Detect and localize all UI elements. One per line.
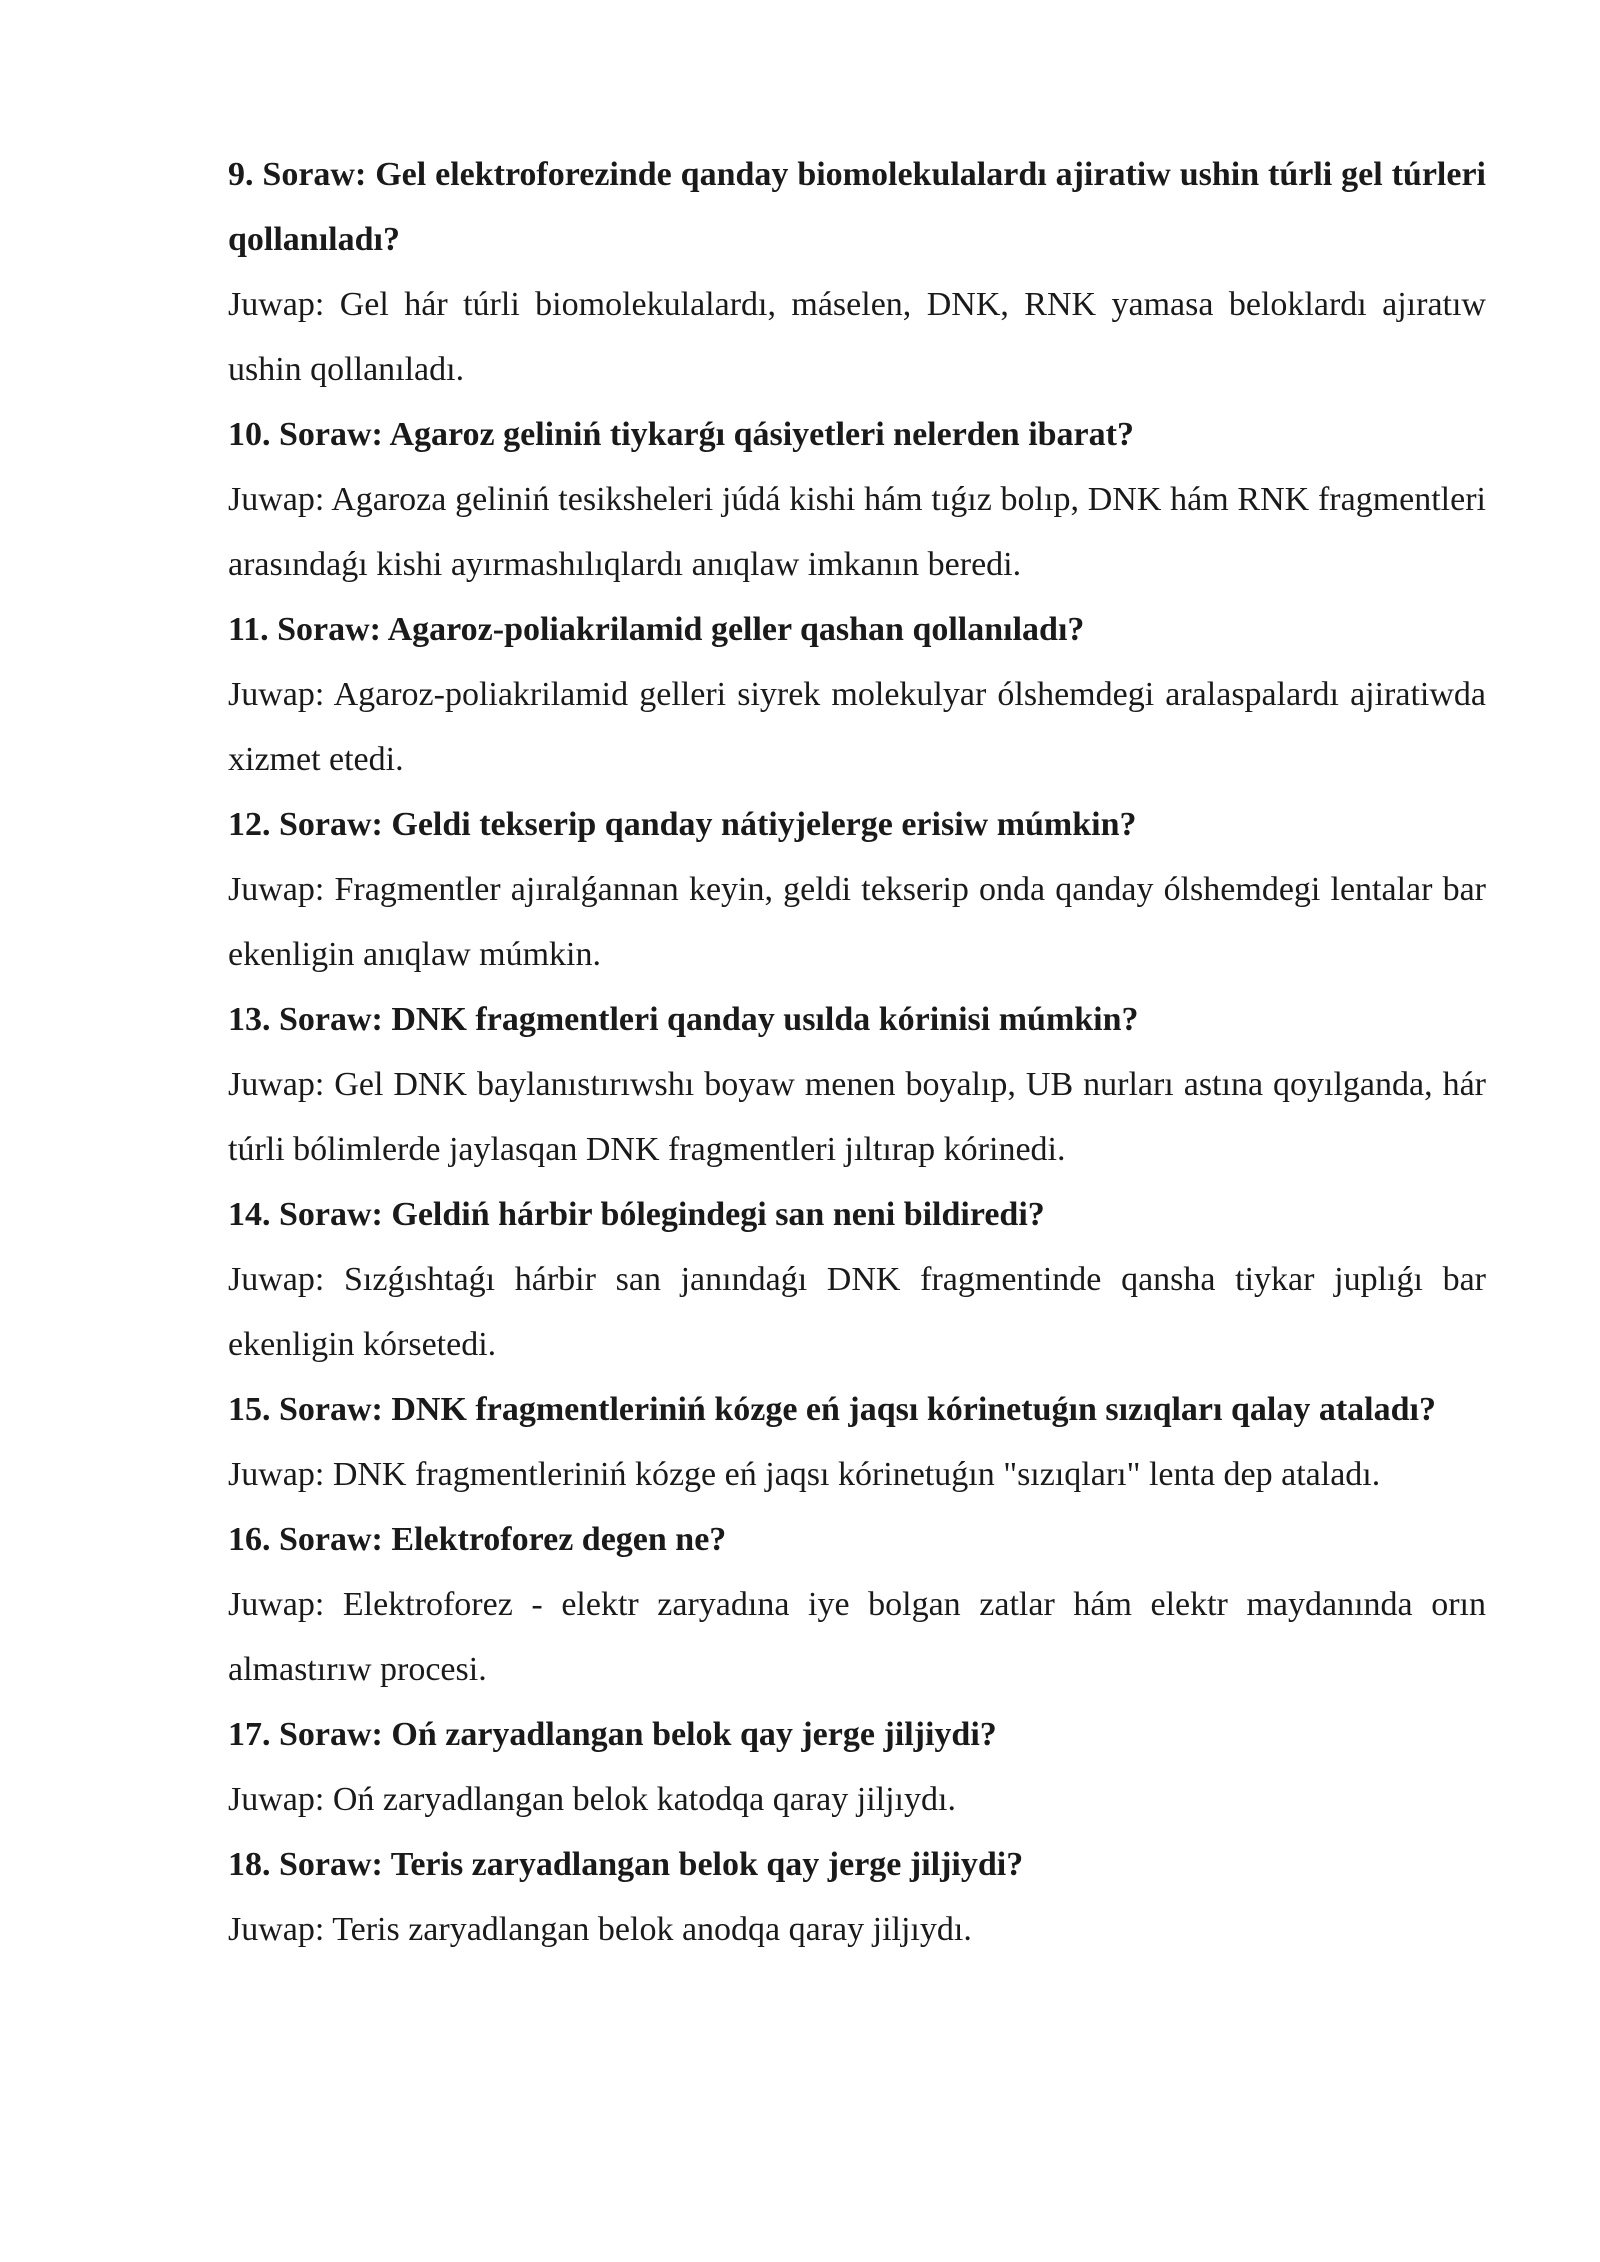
question-11: 11. Soraw: Agaroz-poliakrilamid geller qashan qollanıladı? [228,611,1085,648]
question-12: 12. Soraw: Geldi tekserip qanday nátiyjelerge erisiw múmkin? [228,806,1137,843]
answer-18: Juwap: Teris zaryadlangan belok anodqa qaray jiljıydı. [228,1911,972,1948]
question-15: 15. Soraw: DNK fragmentleriniń kózge eń jaqsı kórinetuǵın sızıqları qalay ataladı? [228,1391,1436,1428]
qa-item-15 [228,1377,1486,1507]
question-9: 9. Soraw: Gel elektroforezinde qanday biomolekulalardı ajiratiw ushin túrli gel túrleri qollanıladı? [228,156,1486,258]
qa-item-10 [228,402,1486,597]
answer-9: Juwap: Gel hár túrli biomolekulalardı, máselen, DNK, RNK yamasa beloklardı ajıratıw ushin qollanıladı. [228,286,1486,388]
answer-11: Juwap: Agaroz-poliakrilamid gelleri siyrek molekulyar ólshemdegi aralaspalardı ajiratiwda xizmet etedi. [228,676,1486,778]
answer-15: Juwap: DNK fragmentleriniń kózge eń jaqsı kórinetuǵın "sızıqları" lenta dep ataladı. [228,1456,1381,1493]
qa-item-9 [228,142,1486,402]
question-13: 13. Soraw: DNK fragmentleri qanday usılda kórinisi múmkin? [228,1001,1139,1038]
qa-item-17 [228,1702,1486,1832]
qa-item-14 [228,1182,1486,1377]
answer-14: Juwap: Sızǵıshtaǵı hárbir san janındaǵı DNK fragmentinde qansha tiykar juplıǵı bar ekenligin kórsetedi. [228,1261,1486,1363]
qa-item-12 [228,792,1486,987]
answer-16: Juwap: Elektroforez - elektr zaryadına iye bolgan zatlar hám elektr maydanında orın almastırıw procesi. [228,1586,1486,1688]
answer-17: Juwap: Oń zaryadlangan belok katodqa qaray jiljıydı. [228,1781,956,1818]
qa-item-18 [228,1832,1486,1962]
qa-item-16 [228,1507,1486,1702]
qa-item-13 [228,987,1486,1182]
question-10: 10. Soraw: Agaroz geliniń tiykarǵı qásiyetleri nelerden ibarat? [228,416,1134,453]
document-page [228,142,1486,1962]
question-16: 16. Soraw: Elektroforez degen ne? [228,1521,727,1558]
question-17: 17. Soraw: Oń zaryadlangan belok qay jerge jiljiydi? [228,1716,997,1753]
answer-10: Juwap: Agaroza geliniń tesiksheleri júdá kishi hám tıǵız bolıp, DNK hám RNK fragmentleri arasındaǵı kishi ayırmashılıqlardı anıqlaw imkanın beredi. [228,481,1486,583]
answer-13: Juwap: Gel DNK baylanıstırıwshı boyaw menen boyalıp, UB nurları astına qoyılganda, hár túrli bólimlerde jaylasqan DNK fragmentleri jıltırap kórinedi. [228,1066,1486,1168]
question-18: 18. Soraw: Teris zaryadlangan belok qay jerge jiljiydi? [228,1846,1024,1883]
question-14: 14. Soraw: Geldiń hárbir bólegindegi san neni bildiredi? [228,1196,1045,1233]
answer-12: Juwap: Fragmentler ajıralǵannan keyin, geldi tekserip onda qanday ólshemdegi lentalar bar ekenligin anıqlaw múmkin. [228,871,1486,973]
qa-item-11 [228,597,1486,792]
